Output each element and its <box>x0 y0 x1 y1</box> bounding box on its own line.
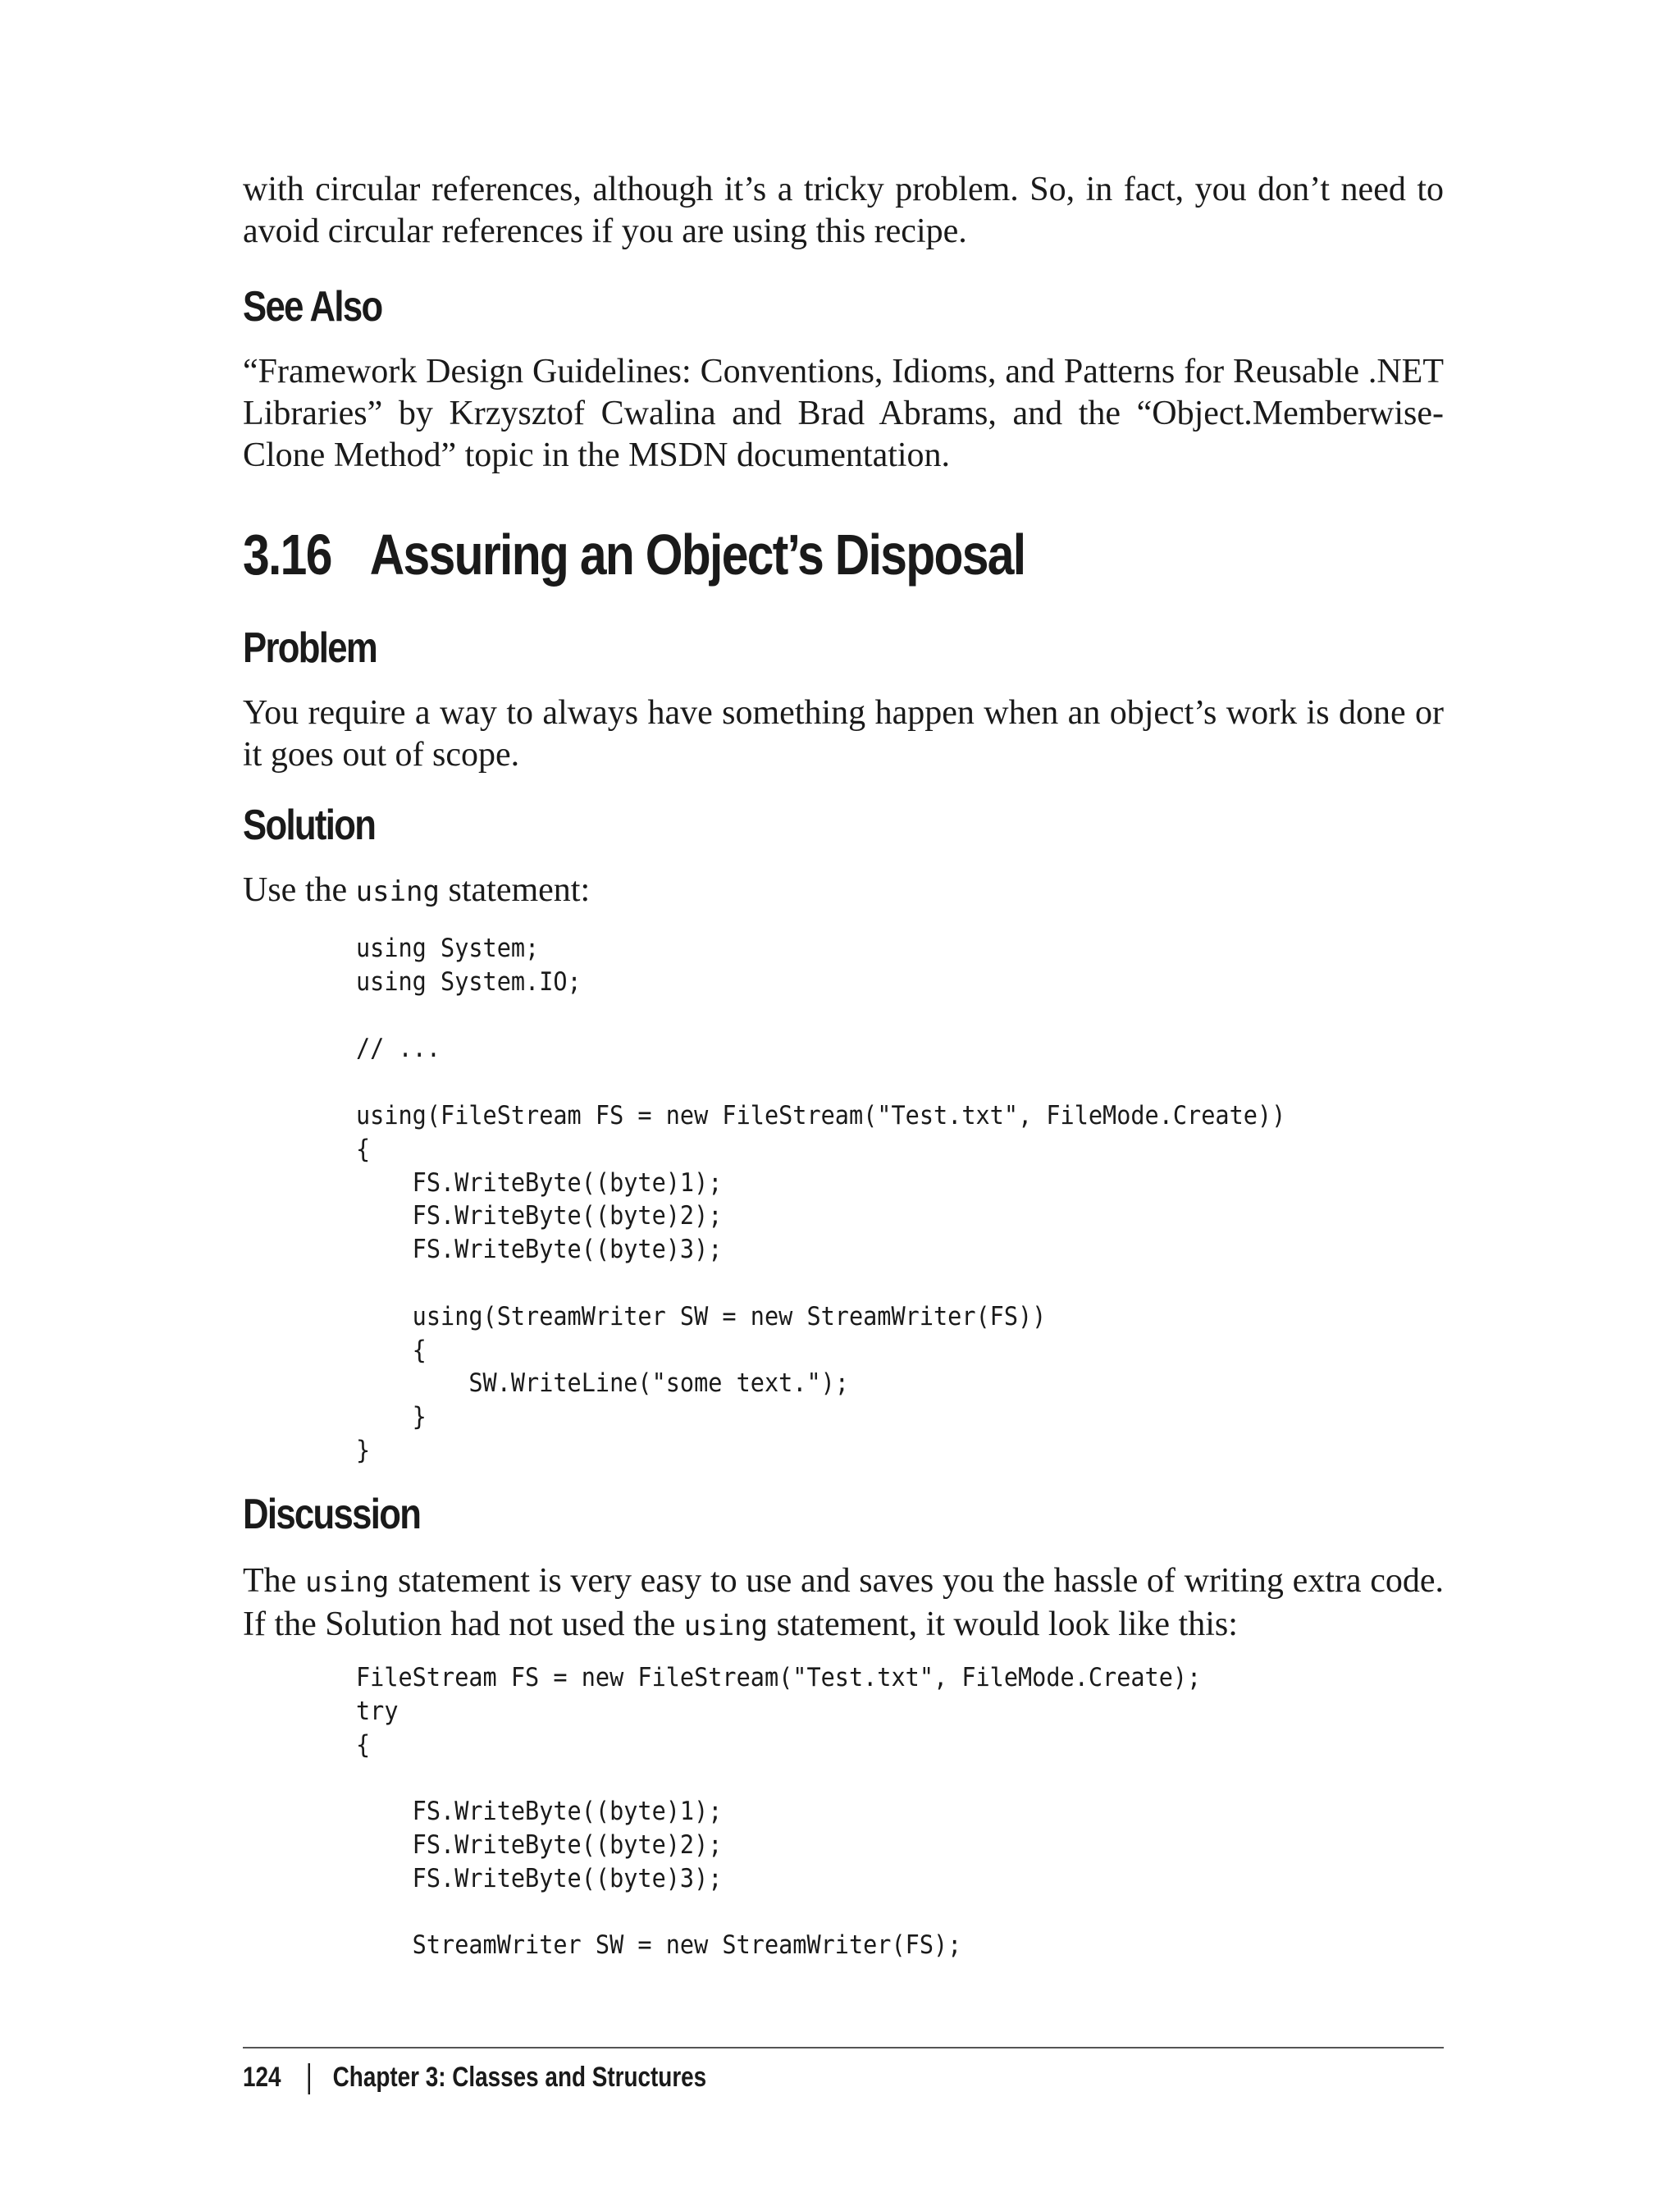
discussion-heading: Discussion <box>243 1491 421 1538</box>
discussion-code-block: FileStream FS = new FileStream("Test.txt", FileMode.Create); try { FS.WriteByte((byte)1); FS.WriteByte((byte)2); FS.WriteByte((byte)3); StreamWriter SW = new StreamWriter(FS); <box>356 1663 1202 1961</box>
page-footer <box>243 2061 706 2094</box>
section-number: 3.16 <box>243 523 331 587</box>
problem-heading: Problem <box>243 624 377 672</box>
solution-heading: Solution <box>243 802 376 849</box>
chapter-title: Chapter 3: Classes and Structures <box>332 2062 707 2093</box>
page-number: 124 <box>243 2062 281 2093</box>
footer-separator <box>308 2063 309 2094</box>
footer-rule <box>243 2047 1444 2048</box>
section-title <box>243 522 1025 587</box>
inline-code: using <box>355 875 440 908</box>
solution-paragraph: Use the using statement: <box>243 871 591 909</box>
problem-paragraph: You require a way to always have something happen when an object’s work is done or it goes out of scope. <box>243 694 1444 774</box>
book-page <box>243 0 1444 2206</box>
inline-code: using <box>304 1566 390 1599</box>
solution-code-block: using System; using System.IO; // ... using(FileStream FS = new FileStream("Test.txt", FileMode.Create)) { FS.WriteByte((byte)1); FS.WriteByte((byte)2); FS.WriteByte((byte)3); using(StreamWriter SW = new StreamWriter(FS)) { SW.WriteLine("some text."); } } <box>356 934 1286 1465</box>
see-also-paragraph: “Framework Design Guidelines: Conventions, Idioms, and Patterns for Reusable .NET Libraries” by Krzysztof Cwalina and Brad Abrams, and the “Object.Memberwise-Clone Method” topic in the MSDN documentation. <box>243 353 1444 474</box>
inline-code: using <box>683 1610 769 1642</box>
continuation-paragraph: with circular references, although it’s a tricky problem. So, in fact, you don’t need to avoid circular references if you are using this recipe. <box>243 171 1444 250</box>
discussion-paragraph: The using statement is very easy to use and saves you the hassle of writing extra code. If the Solution had not used the using statement, it would look like this: <box>243 1562 1445 1643</box>
section-title-text: Assuring an Object’s Disposal <box>369 523 1025 587</box>
see-also-heading: See Also <box>243 283 382 331</box>
